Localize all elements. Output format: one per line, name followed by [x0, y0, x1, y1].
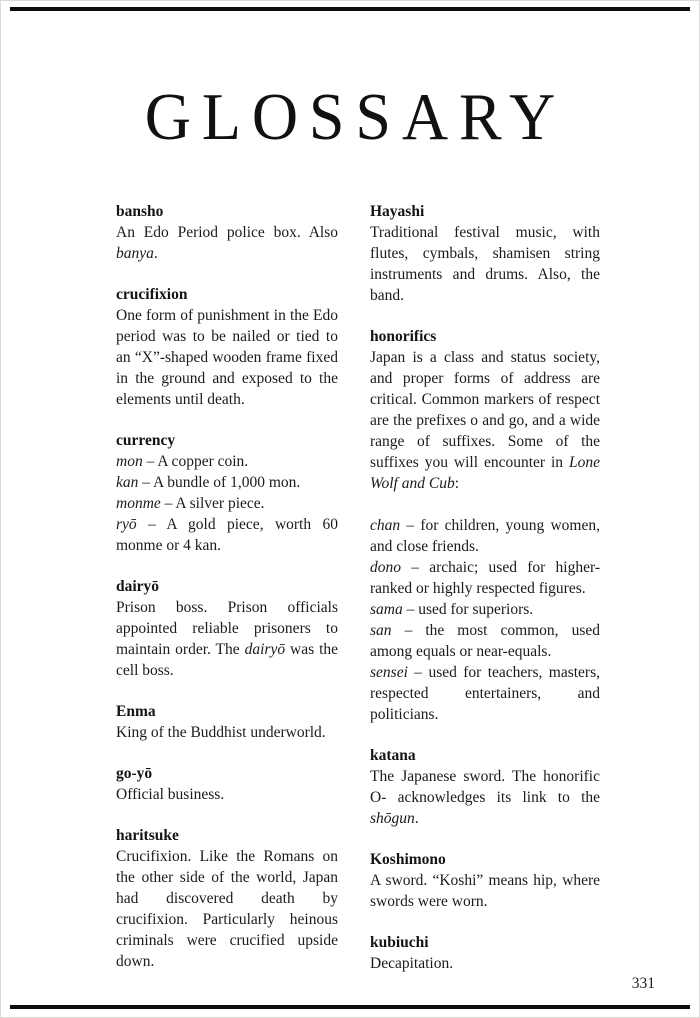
- entry-term: katana: [370, 747, 416, 764]
- entry-body: [116, 597, 338, 681]
- text-run: – used for teachers, masters, respected entertainers, and politicians.: [370, 664, 600, 723]
- text-run: King of the Buddhist underworld.: [116, 724, 326, 741]
- text-run: Decapitation.: [370, 955, 454, 972]
- entry-paragraph: [116, 846, 338, 972]
- text-run: Japan is a class and status society, and proper forms of address are critical. Common markers of respect are the prefixes o and go, and a wide range of suffixes. Some of the suffixes you will encounter in: [370, 349, 600, 471]
- italic-run: banya: [116, 245, 154, 262]
- entry-term: Enma: [116, 703, 156, 720]
- text-run: – used for superiors.: [402, 601, 534, 618]
- glossary-entry: [116, 430, 338, 556]
- entry-body: [370, 766, 600, 829]
- text-run: Official business.: [116, 786, 225, 803]
- glossary-entry: [370, 932, 600, 974]
- entry-term: Hayashi: [370, 203, 425, 220]
- entry-paragraph: [370, 766, 600, 829]
- entry-term: kubiuchi: [370, 934, 429, 951]
- entry-paragraph: [116, 305, 338, 410]
- entry-body: [116, 222, 338, 264]
- text-run: – for children, young women, and close friends.: [370, 517, 600, 555]
- text-run: – A copper coin.: [142, 453, 249, 470]
- entry-paragraph: [116, 222, 338, 264]
- entry-term: bansho: [116, 203, 164, 220]
- text-run: A sword. “Koshi” means hip, where swords were worn.: [370, 872, 600, 910]
- italic-run: Lone Wolf and Cub: [370, 454, 600, 492]
- text-run: One form of punishment in the Edo period was to be nailed or tied to an “X”-shaped wooden frame fixed in the ground and exposed to the elements until death.: [116, 307, 338, 408]
- text-run: was the cell boss.: [116, 641, 339, 679]
- text-run: – A silver piece.: [160, 495, 265, 512]
- entry-body: [116, 722, 338, 743]
- italic-run: ryō: [116, 516, 137, 533]
- entry-body: [370, 953, 600, 974]
- entry-term: haritsuke: [116, 827, 179, 844]
- text-run: .: [414, 810, 419, 827]
- italic-run: shōgun: [370, 810, 415, 827]
- entry-paragraph: [370, 599, 600, 620]
- glossary-columns: [116, 201, 600, 994]
- entry-paragraph: [370, 222, 600, 306]
- entry-paragraph: [370, 347, 600, 494]
- entry-paragraph: [370, 620, 600, 662]
- entry-body: [116, 305, 338, 410]
- entry-term: dairyō: [116, 578, 160, 595]
- page-number: 331: [631, 975, 655, 992]
- glossary-entry: [116, 763, 338, 805]
- entry-paragraph: [116, 722, 338, 743]
- entry-body: [370, 222, 600, 306]
- entry-body: [116, 784, 338, 805]
- text-run: Prison boss. Prison officials appointed reliable prisoners to maintain order. The: [116, 599, 338, 658]
- glossary-entry: [370, 201, 600, 306]
- italic-run: san: [370, 622, 392, 639]
- glossary-entry: [116, 284, 338, 410]
- text-run: An Edo Period police box. Also: [116, 224, 338, 241]
- italic-run: kan: [116, 474, 139, 491]
- entry-body: [370, 870, 600, 912]
- text-run: :: [454, 475, 460, 492]
- text-run: – the most common, used among equals or near-equals.: [370, 622, 600, 660]
- page-edge-top: [10, 7, 690, 11]
- text-run: – archaic; used for higher-ranked or highly respected figures.: [370, 559, 600, 597]
- text-run: Crucifixion. Like the Romans on the other side of the world, Japan had discovered death by crucifixion. Particularly heinous criminals were crucified upside down.: [116, 848, 338, 970]
- entry-paragraph: [370, 662, 600, 725]
- text-run: – A gold piece, worth 60 monme or 4 kan.: [116, 516, 338, 554]
- entry-term: honorifics: [370, 328, 437, 345]
- entry-paragraph: [370, 870, 600, 912]
- entry-term: currency: [116, 432, 176, 449]
- glossary-entry: [116, 201, 338, 264]
- entry-paragraph: [116, 493, 338, 514]
- italic-run: sensei: [370, 664, 408, 681]
- page-edge-bottom: [10, 1005, 690, 1009]
- italic-run: chan: [370, 517, 401, 534]
- italic-run: monme: [116, 495, 161, 512]
- entry-paragraph: [116, 472, 338, 493]
- entry-paragraph: [370, 515, 600, 557]
- text-run: Traditional festival music, with flutes, cymbals, shamisen string instruments and drums. Also, the band.: [370, 224, 600, 304]
- entry-body: [116, 451, 338, 556]
- italic-run: dairyō: [244, 641, 286, 658]
- entry-paragraph: [116, 451, 338, 472]
- italic-run: mon: [116, 453, 143, 470]
- italic-run: dono: [370, 559, 401, 576]
- glossary-entry: [116, 576, 338, 681]
- entry-paragraph: [116, 597, 338, 681]
- entry-term: go-yō: [116, 765, 153, 782]
- glossary-entry: [116, 701, 338, 743]
- glossary-entry: [370, 326, 600, 725]
- left-column: [116, 201, 338, 994]
- entry-paragraph: [370, 953, 600, 974]
- entry-term: Koshimono: [370, 851, 446, 868]
- entry-body: [370, 347, 600, 725]
- page-title: GLOSSARY: [144, 79, 567, 154]
- glossary-entry: [116, 825, 338, 972]
- entry-term: crucifixion: [116, 286, 188, 303]
- glossary-entry: [370, 849, 600, 912]
- italic-run: sama: [370, 601, 403, 618]
- right-column: [370, 201, 600, 994]
- text-run: – A bundle of 1,000 mon.: [138, 474, 301, 491]
- glossary-entry: [370, 745, 600, 829]
- entry-paragraph: [116, 514, 338, 556]
- entry-body: [116, 846, 338, 972]
- text-run: .: [153, 245, 158, 262]
- text-run: The Japanese sword. The honorific O- acknowledges its link to the: [370, 768, 600, 806]
- entry-paragraph: [116, 784, 338, 805]
- entry-paragraph: [370, 557, 600, 599]
